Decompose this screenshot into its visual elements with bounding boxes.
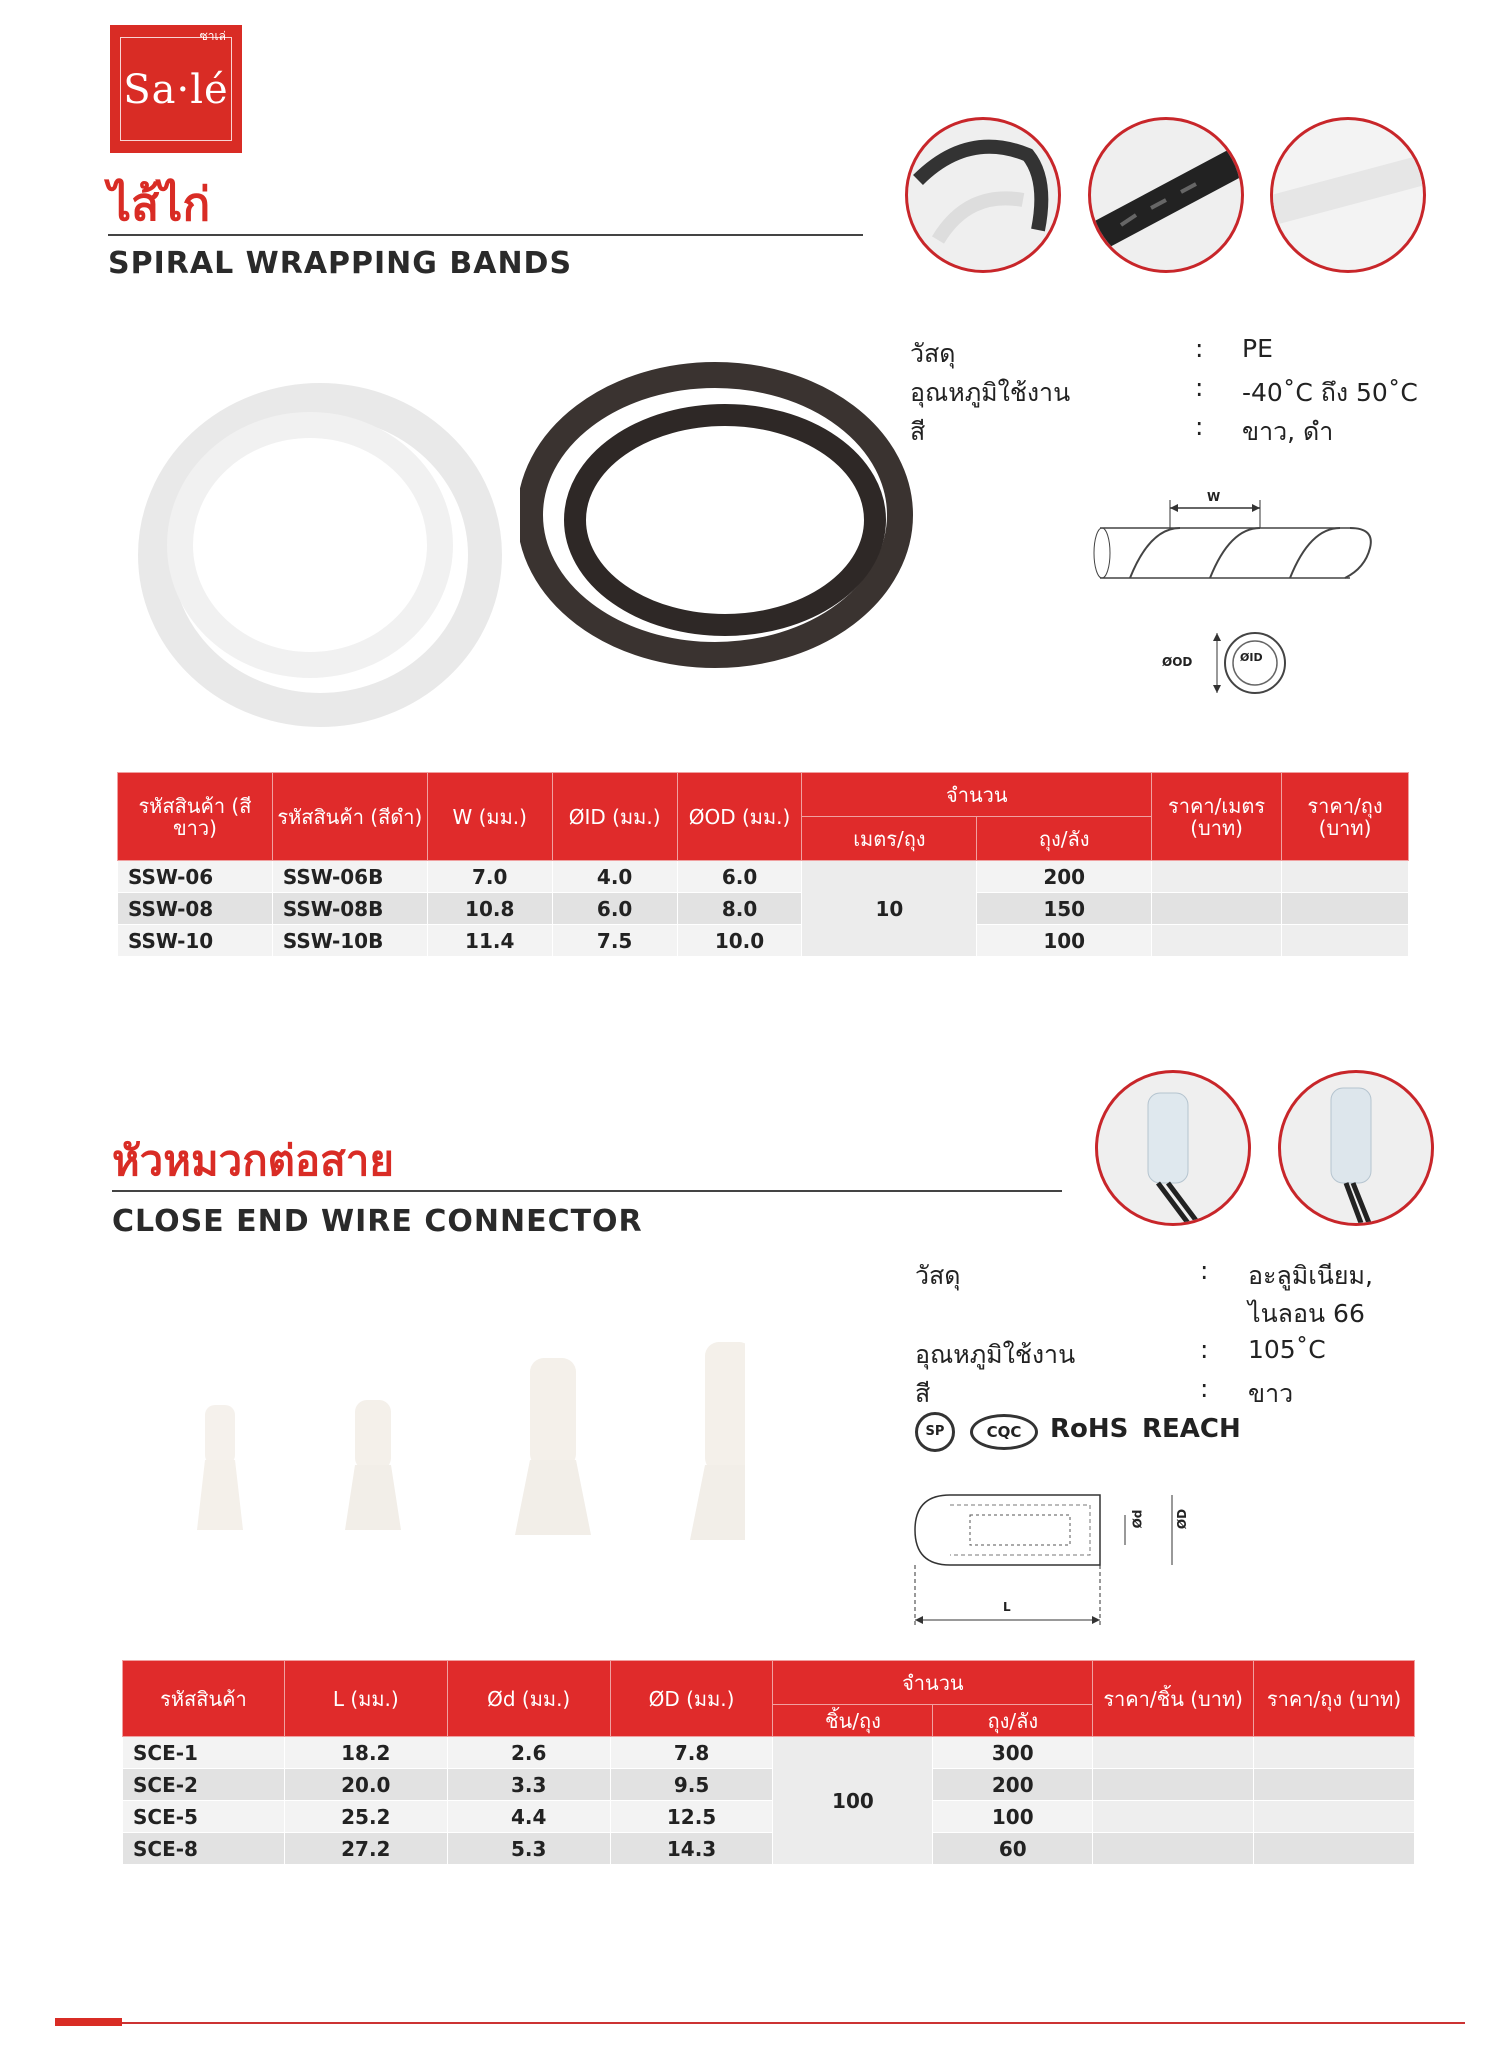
cell-meters-per-bag: 10 bbox=[802, 861, 977, 957]
diagram-od-label: ØOD bbox=[1162, 655, 1193, 669]
cell-price-per-bag bbox=[1254, 1833, 1415, 1865]
cell-od: 8.0 bbox=[677, 893, 802, 925]
cell-code: SCE-5 bbox=[123, 1801, 285, 1833]
spiral-black-closeup-photo bbox=[1091, 120, 1241, 270]
cell-l: 18.2 bbox=[284, 1737, 447, 1769]
cell-price-per-bag bbox=[1282, 893, 1409, 925]
cell-D: 14.3 bbox=[610, 1833, 773, 1865]
header-price-per-meter: ราคา/เมตร (บาท) bbox=[1152, 773, 1282, 861]
product-photo-circle-2 bbox=[1088, 117, 1244, 273]
header-price-per-bag: ราคา/ถุง (บาท) bbox=[1254, 1661, 1415, 1737]
spec-label-temperature: อุณหภูมิใช้งาน bbox=[910, 378, 1071, 407]
cell-l: 20.0 bbox=[284, 1769, 447, 1801]
cell-price-per-bag bbox=[1282, 925, 1409, 957]
cell-price-per-piece bbox=[1093, 1833, 1254, 1865]
cell-price-per-bag bbox=[1282, 861, 1409, 893]
csa-cert-icon: SP bbox=[915, 1412, 955, 1452]
table-row bbox=[123, 1737, 1415, 1769]
reach-cert-label: REACH bbox=[1142, 1414, 1241, 1444]
table-row bbox=[123, 1801, 1415, 1833]
spec-separator: : bbox=[1195, 373, 1204, 402]
cell-bags-per-box: 60 bbox=[933, 1833, 1093, 1865]
spec-value-temperature: 105˚C bbox=[1248, 1335, 1326, 1364]
spiral-white-closeup-photo bbox=[1273, 120, 1423, 270]
header-code-white: รหัสสินค้า (สีขาว) bbox=[118, 773, 273, 861]
section2-divider bbox=[112, 1190, 1062, 1192]
cell-code: SCE-8 bbox=[123, 1833, 285, 1865]
cell-price-per-bag bbox=[1254, 1801, 1415, 1833]
spiral-width-diagram bbox=[1090, 488, 1390, 598]
logo-wordmark: Sa·lé bbox=[123, 67, 229, 113]
header-code: รหัสสินค้า bbox=[123, 1661, 285, 1737]
cell-w: 11.4 bbox=[427, 925, 552, 957]
wire-connectors-photo bbox=[185, 1330, 745, 1560]
header-d: Ød (มม.) bbox=[447, 1661, 610, 1737]
connector-photo-circle-1 bbox=[1095, 1070, 1251, 1226]
cell-d: 5.3 bbox=[447, 1833, 610, 1865]
spiral-black-white-photo bbox=[908, 120, 1058, 270]
spec-label-temperature: อุณหภูมิใช้งาน bbox=[915, 1340, 1076, 1369]
brand-logo bbox=[110, 25, 242, 153]
cell-id: 4.0 bbox=[552, 861, 677, 893]
diagram-D-label: ØD bbox=[1175, 1508, 1190, 1530]
cell-pieces-per-bag: 100 bbox=[773, 1737, 933, 1865]
cell-price-per-bag bbox=[1254, 1769, 1415, 1801]
header-od: ØOD (มม.) bbox=[677, 773, 802, 861]
cell-code-black: SSW-06B bbox=[272, 861, 427, 893]
header-bags-per-box: ถุง/ลัง bbox=[977, 817, 1152, 861]
header-id: ØID (มม.) bbox=[552, 773, 677, 861]
header-l: L (มม.) bbox=[284, 1661, 447, 1737]
cell-d: 4.4 bbox=[447, 1801, 610, 1833]
product-photo-circle-3 bbox=[1270, 117, 1426, 273]
cell-l: 25.2 bbox=[284, 1801, 447, 1833]
spec-separator: : bbox=[1200, 1335, 1209, 1364]
cell-d: 2.6 bbox=[447, 1737, 610, 1769]
cell-bags-per-box: 150 bbox=[977, 893, 1152, 925]
cell-bags-per-box: 100 bbox=[977, 925, 1152, 957]
connector-dimension-diagram bbox=[910, 1480, 1210, 1640]
cell-code: SCE-1 bbox=[123, 1737, 285, 1769]
header-meters-per-bag: เมตร/ถุง bbox=[802, 817, 977, 861]
cell-price-per-piece bbox=[1093, 1801, 1254, 1833]
cell-price-per-meter bbox=[1152, 925, 1282, 957]
cell-price-per-meter bbox=[1152, 893, 1282, 925]
white-spiral-coil-photo bbox=[130, 355, 510, 730]
table-row bbox=[118, 893, 1409, 925]
header-quantity: จำนวน bbox=[773, 1661, 1093, 1705]
cell-code-black: SSW-10B bbox=[272, 925, 427, 957]
spec-value-temperature: -40˚C ถึง 50˚C bbox=[1242, 378, 1418, 407]
spec-value-color: ขาว bbox=[1248, 1379, 1294, 1408]
spec-separator: : bbox=[1195, 412, 1204, 441]
section1-thai-title: ไส้ไก่ bbox=[108, 177, 211, 231]
spec-value-material: อะลูมิเนียม, bbox=[1248, 1261, 1373, 1290]
header-price-per-piece: ราคา/ชิ้น (บาท) bbox=[1093, 1661, 1254, 1737]
spec-value-material-2: ไนลอน 66 bbox=[1248, 1299, 1365, 1328]
cell-bags-per-box: 200 bbox=[933, 1769, 1093, 1801]
rohs-cert-label: RoHS bbox=[1050, 1414, 1129, 1444]
section1-divider bbox=[108, 234, 863, 236]
spec-value-material: PE bbox=[1242, 334, 1273, 363]
table-row bbox=[123, 1769, 1415, 1801]
cell-price-per-piece bbox=[1093, 1737, 1254, 1769]
diagram-w-label: W bbox=[1207, 490, 1221, 504]
cell-id: 7.5 bbox=[552, 925, 677, 957]
spec-label-material: วัสดุ bbox=[915, 1261, 961, 1290]
table-row bbox=[118, 861, 1409, 893]
spec-label-color: สี bbox=[915, 1379, 931, 1408]
spec-label-material: วัสดุ bbox=[910, 339, 956, 368]
cell-price-per-meter bbox=[1152, 861, 1282, 893]
spiral-bands-table bbox=[117, 772, 1409, 957]
diagram-id-label: ØID bbox=[1240, 651, 1263, 664]
cell-price-per-piece bbox=[1093, 1769, 1254, 1801]
header-pieces-per-bag: ชิ้น/ถุง bbox=[773, 1705, 933, 1737]
spec-label-color: สี bbox=[910, 417, 926, 446]
connector-photo-circle-2 bbox=[1278, 1070, 1434, 1226]
logo-thai-text: ซาเล่ bbox=[199, 29, 226, 43]
cqc-cert-icon: CQC bbox=[970, 1414, 1038, 1450]
cell-bags-per-box: 200 bbox=[977, 861, 1152, 893]
section2-thai-title: หัวหมวกต่อสาย bbox=[112, 1136, 394, 1185]
cell-id: 6.0 bbox=[552, 893, 677, 925]
cell-code: SCE-2 bbox=[123, 1769, 285, 1801]
black-spiral-coil-photo bbox=[520, 355, 940, 670]
header-code-black: รหัสสินค้า (สีดำ) bbox=[272, 773, 427, 861]
cell-code-white: SSW-10 bbox=[118, 925, 273, 957]
spec-separator: : bbox=[1200, 1256, 1209, 1285]
header-price-per-bag: ราคา/ถุง (บาท) bbox=[1282, 773, 1409, 861]
cell-D: 7.8 bbox=[610, 1737, 773, 1769]
table-row bbox=[118, 925, 1409, 957]
header-quantity: จำนวน bbox=[802, 773, 1152, 817]
spec-separator: : bbox=[1195, 334, 1204, 363]
cell-D: 9.5 bbox=[610, 1769, 773, 1801]
footer-accent-bar bbox=[55, 2018, 122, 2026]
product-photo-circle-1 bbox=[905, 117, 1061, 273]
cell-d: 3.3 bbox=[447, 1769, 610, 1801]
header-bags-per-box: ถุง/ลัง bbox=[933, 1705, 1093, 1737]
connector-closeup-photo bbox=[1281, 1073, 1431, 1223]
cell-l: 27.2 bbox=[284, 1833, 447, 1865]
header-w: W (มม.) bbox=[427, 773, 552, 861]
cell-w: 7.0 bbox=[427, 861, 552, 893]
cell-code-black: SSW-08B bbox=[272, 893, 427, 925]
cell-code-white: SSW-06 bbox=[118, 861, 273, 893]
connector-closeup-photo bbox=[1098, 1073, 1248, 1223]
diagram-d-label: Ød bbox=[1130, 1509, 1145, 1529]
cell-bags-per-box: 100 bbox=[933, 1801, 1093, 1833]
table-row bbox=[123, 1833, 1415, 1865]
diagram-l-label: L bbox=[1003, 1600, 1011, 1614]
cell-code-white: SSW-08 bbox=[118, 893, 273, 925]
spiral-diameter-diagram bbox=[1160, 625, 1320, 700]
cell-w: 10.8 bbox=[427, 893, 552, 925]
section1-english-title: SPIRAL WRAPPING BANDS bbox=[108, 246, 573, 281]
cell-bags-per-box: 300 bbox=[933, 1737, 1093, 1769]
spec-separator: : bbox=[1200, 1374, 1209, 1403]
header-D: ØD (มม.) bbox=[610, 1661, 773, 1737]
spec-value-color: ขาว, ดำ bbox=[1242, 417, 1334, 446]
footer-divider bbox=[55, 2022, 1465, 2024]
cell-D: 12.5 bbox=[610, 1801, 773, 1833]
cell-od: 6.0 bbox=[677, 861, 802, 893]
cell-price-per-bag bbox=[1254, 1737, 1415, 1769]
wire-connector-table bbox=[122, 1660, 1415, 1865]
section2-english-title: CLOSE END WIRE CONNECTOR bbox=[112, 1204, 643, 1239]
cell-od: 10.0 bbox=[677, 925, 802, 957]
